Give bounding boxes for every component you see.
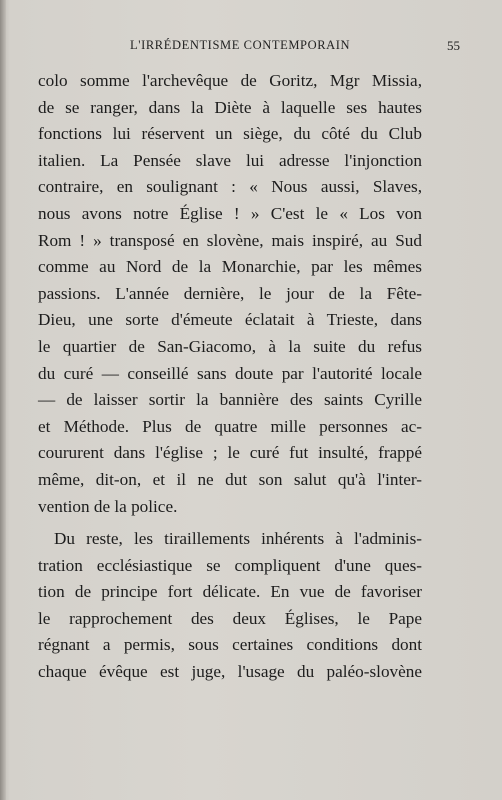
text-line: italien. La Pensée slave lui adresse l'injonction — [38, 150, 422, 170]
text-line: Rom ! » transposé en slovène, mais inspiré, au Sud — [38, 230, 422, 250]
body-text — [38, 68, 422, 686]
text-line: comme au Nord de la Monarchie, par les mêmes — [38, 257, 422, 277]
running-head: L'IRRÉDENTISME CONTEMPORAIN — [130, 38, 351, 52]
text-line: chaque évêque est juge, l'usage du paléo-slovène — [38, 662, 422, 682]
text-line: du curé — conseillé sans doute par l'autorité locale — [38, 363, 422, 383]
text-line: le rapprochement des deux Églises, le Pape — [38, 608, 422, 628]
text-line: tion de principe fort délicate. En vue de favoriser — [38, 582, 422, 602]
page-header — [0, 38, 502, 58]
text-line: coururent dans l'église ; le curé fut insulté, frappé — [38, 443, 422, 463]
text-line: colo somme l'archevêque de Goritz, Mgr Missia, — [38, 71, 422, 90]
text-line: même, dit-on, et il ne dut son salut qu'à l'inter- — [38, 469, 422, 489]
text-line: le quartier de San-Giacomo, à la suite du refus — [38, 336, 422, 356]
text-line: passions. L'année dernière, le jour de la Fête- — [38, 283, 422, 303]
text-line: Du reste, les tiraillements inhérents à l'adminis- — [54, 529, 422, 549]
text-line: contraire, en soulignant : « Nous aussi, Slaves, — [38, 177, 422, 197]
text-line: Dieu, une sorte d'émeute éclatait à Trieste, dans — [38, 310, 422, 330]
page-number: 55 — [447, 38, 460, 53]
text-line: fonctions lui réservent un siège, du côté du Club — [38, 124, 422, 144]
text-line: et Méthode. Plus de quatre mille personnes ac- — [38, 416, 422, 436]
text-line: tration ecclésiastique se compliquent d'une ques- — [38, 555, 422, 575]
text-line: — de laisser sortir la bannière des saints Cyrille — [38, 390, 422, 410]
text-line: de se ranger, dans la Diète à laquelle ses hautes — [38, 97, 422, 117]
text-line: nous avons notre Église ! » C'est le « Los von — [38, 203, 422, 223]
text-line: vention de la police. — [38, 496, 178, 516]
text-line: régnant a permis, sous certaines conditions dont — [38, 635, 422, 655]
